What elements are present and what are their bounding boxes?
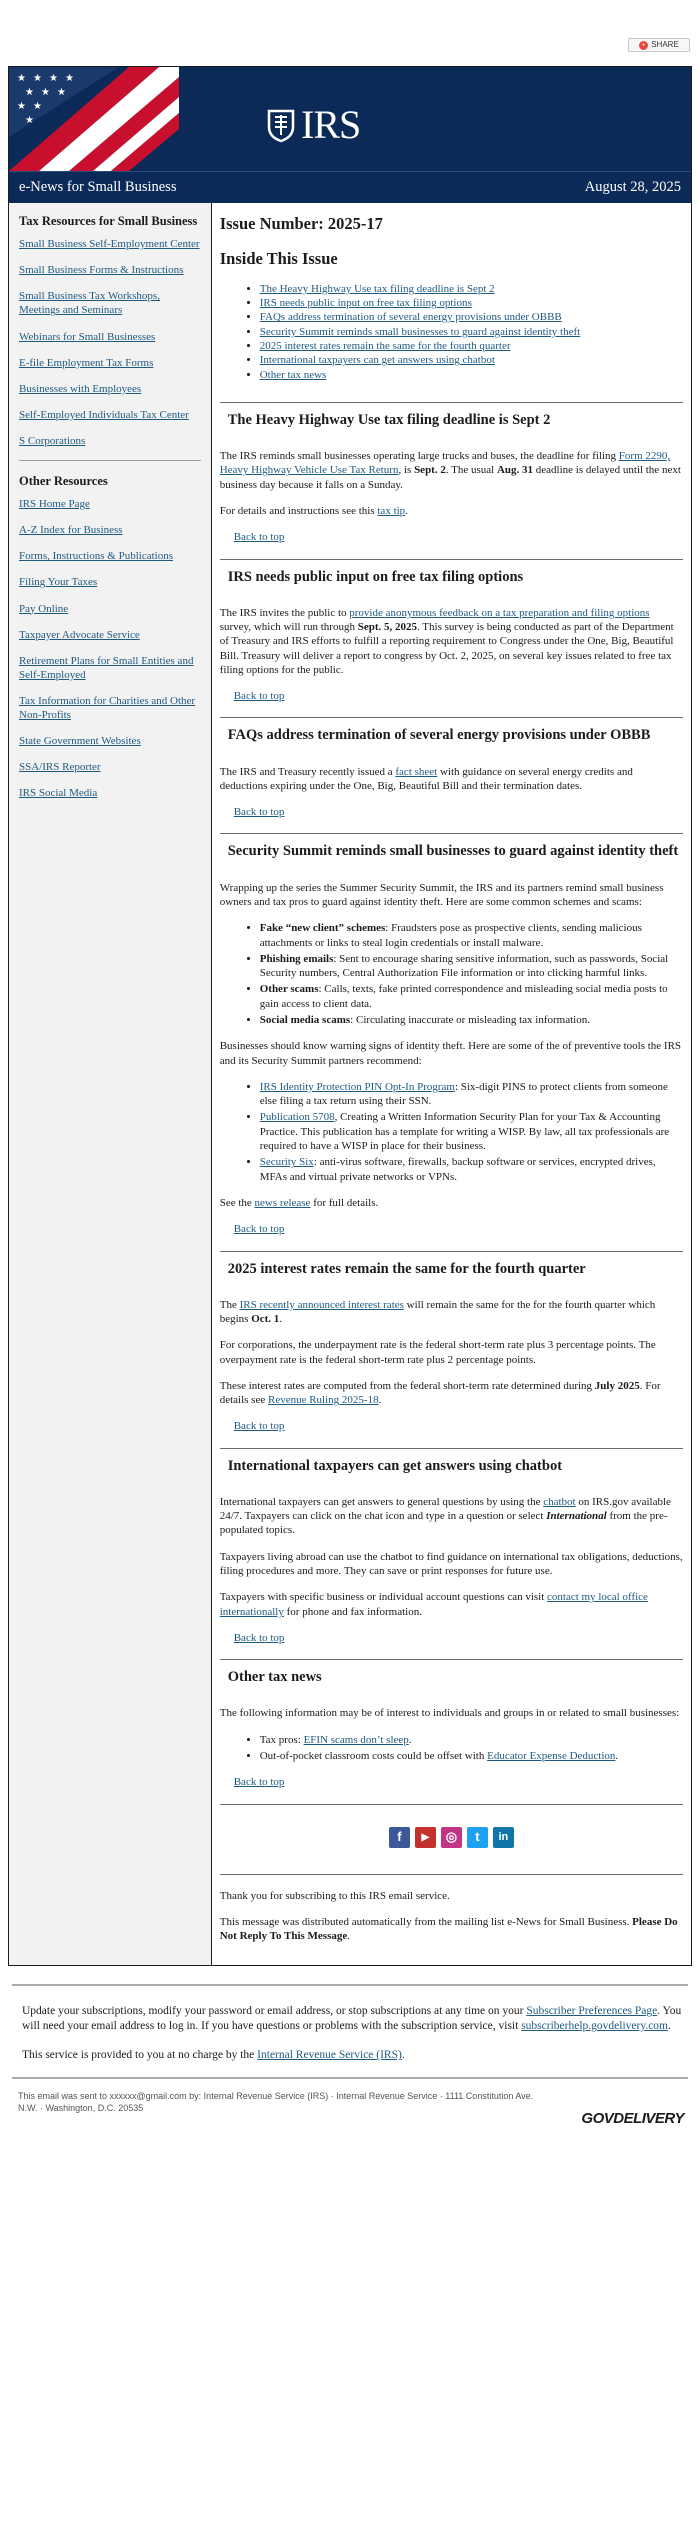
sidebar-link[interactable]: Self-Employed Individuals Tax Center <box>19 408 189 421</box>
irs-link[interactable]: Internal Revenue Service (IRS) <box>257 2049 402 2062</box>
chatbot-link[interactable]: chatbot <box>543 1495 576 1508</box>
text: . <box>279 1312 283 1325</box>
text: : Circulating inaccurate or misleading tax information. <box>350 1013 590 1026</box>
subscription-note <box>22 2004 688 2034</box>
text: The <box>219 1298 240 1311</box>
list-item <box>260 1733 683 1747</box>
sidebar-link[interactable]: Forms, Instructions & Publications <box>19 550 173 563</box>
educator-expense-link[interactable]: Educator Expense Deduction <box>487 1749 616 1762</box>
text: for phone and fax information. <box>283 1605 422 1618</box>
article-title: FAQs address termination of several energy provisions under OBBB <box>227 727 651 744</box>
bold-text: Oct. 1 <box>251 1312 280 1325</box>
text: survey, which will run through <box>219 620 358 633</box>
article-paragraph <box>220 1379 683 1408</box>
svg-text:★: ★ <box>25 87 34 98</box>
article-paragraph <box>220 449 683 492</box>
fact-sheet-link[interactable]: fact sheet <box>395 765 438 778</box>
bold-text: Sept. 2 <box>414 464 446 477</box>
news-list <box>220 1733 683 1764</box>
text: . <box>347 1930 351 1943</box>
article-heavy-highway <box>220 402 683 545</box>
bold-text: Social media scams <box>259 1013 351 1026</box>
local-office-link[interactable]: contact my local office internationally <box>219 1591 648 1618</box>
article-paragraph <box>220 1196 683 1210</box>
svg-text:★: ★ <box>25 115 34 126</box>
article-paragraph: For corporations, the underpayment rate is the federal short-term rate plus 3 percentage points. The overpayment rate is the federal short-term rate plus 2 percentage points. <box>219 1339 656 1366</box>
sidebar-link[interactable]: Filing Your Taxes <box>19 576 98 589</box>
svg-text:★: ★ <box>41 87 50 98</box>
twitter-icon[interactable]: t <box>467 1827 488 1848</box>
sidebar-link[interactable]: Small Business Self-Employment Center <box>19 238 200 251</box>
toc-link[interactable]: Other tax news <box>259 368 327 381</box>
sidebar-link[interactable]: Tax Information for Charities and Other Non-Profits <box>19 694 196 721</box>
newsletter-title: e-News for Small Business <box>19 179 177 196</box>
text: . <box>615 1749 619 1762</box>
bold-text: Other scams <box>259 983 319 996</box>
newsletter-date: August 28, 2025 <box>584 179 681 196</box>
flag-graphic <box>9 67 179 171</box>
sidebar-link[interactable]: E-file Employment Tax Forms <box>19 356 154 369</box>
title-bar <box>9 171 691 203</box>
back-to-top-link[interactable]: Back to top <box>233 1420 285 1433</box>
article-public-input <box>220 559 683 704</box>
text: International taxpayers can get answers to general questions by using the <box>219 1495 544 1508</box>
sidebar-link[interactable]: Taxpayer Advocate Service <box>19 628 140 641</box>
back-to-top-link[interactable]: Back to top <box>233 1631 285 1644</box>
text: . The usual <box>445 464 497 477</box>
svg-text:★: ★ <box>49 73 58 84</box>
list-item <box>260 1080 683 1109</box>
sent-to-note: This email was sent to xxxxxx@gmail.com by: Internal Revenue Service (IRS) · Internal Revenue Service · 1111 Constitution Ave. N.W. · Washington, D.C. 20535 <box>18 2091 534 2113</box>
closing-section <box>220 1874 683 1944</box>
svg-text:★: ★ <box>57 87 66 98</box>
article-paragraph <box>220 504 683 518</box>
article-title: 2025 interest rates remain the same for the fourth quarter <box>227 1260 586 1277</box>
text: Update your subscriptions, modify your password or email address, or stop subscriptions at any time on your <box>22 2005 527 2018</box>
sidebar-heading-resources: Tax Resources for Small Business <box>19 214 198 228</box>
sidebar-link[interactable]: Retirement Plans for Small Entities and Self-Employed <box>19 654 194 681</box>
article-title: The Heavy Highway Use tax filing deadline is Sept 2 <box>227 411 551 428</box>
bold-text: Please Do Not Reply To This Message <box>219 1915 678 1943</box>
article-security-summit <box>220 833 683 1236</box>
text: deadline is delayed until the next business day because it falls on a Sunday. <box>219 464 681 491</box>
news-release-link[interactable]: news release <box>254 1196 311 1209</box>
toc-item <box>260 339 683 353</box>
article-paragraph: The following information may be of interest to individuals and groups in or related to small businesses: <box>219 1707 680 1720</box>
tax-tip-link[interactable]: tax tip <box>377 504 406 517</box>
emphasis-text: International <box>546 1510 607 1523</box>
text: : anti-virus software, firewalls, backup software or services, encrypted drives, MFAs and virtual private networks or VPNs. <box>259 1156 656 1183</box>
text: See the <box>219 1196 255 1209</box>
article-paragraph <box>220 765 683 794</box>
article-paragraph <box>220 1590 683 1619</box>
toc-item <box>260 310 683 324</box>
subscriber-help-link[interactable]: subscriberhelp.govdelivery.com <box>521 2020 668 2033</box>
tools-list <box>220 1080 683 1184</box>
text: : Calls, texts, fake printed correspondence and misleading social media posts to gain access to client data. <box>259 983 668 1010</box>
sidebar-link[interactable]: SSA/IRS Reporter <box>19 761 101 774</box>
body-row <box>9 203 691 1965</box>
bold-text: Sept. 5, 2025 <box>357 620 417 633</box>
form-2290-link[interactable]: Form 2290, Heavy Highway Vehicle Use Tax Return <box>219 450 671 477</box>
footer <box>0 1966 700 2128</box>
main-content <box>212 203 691 1965</box>
text: The IRS reminds small businesses operating large trucks and buses, the deadline for filing <box>219 450 619 463</box>
toc-item <box>260 296 683 310</box>
distribution-note <box>220 1915 683 1944</box>
article-paragraph: Wrapping up the series the Summer Security Summit, the IRS and its partners remind small business owners and tax pros to guard against identity theft. Here are some common schemes and scams: <box>219 881 664 908</box>
list-item <box>260 1749 683 1763</box>
thanks-text: Thank you for subscribing to this IRS email service. <box>219 1889 450 1902</box>
publication-5708-link[interactable]: Publication 5708 <box>259 1111 335 1124</box>
inside-issue-title: Inside This Issue <box>219 249 338 269</box>
text: will remain the same for the for the fourth quarter which begins <box>219 1298 656 1325</box>
back-to-top-link[interactable]: Back to top <box>233 690 285 703</box>
bold-text: Fake “new client” schemes <box>259 922 386 935</box>
article-interest-rates <box>220 1251 683 1434</box>
text: : Sent to encourage sharing sensitive information, such as passwords, Social Security numbers, Central Authorization File information or into clicking harmful links. <box>259 952 669 980</box>
toc-item <box>260 353 683 367</box>
share-label: SHARE <box>651 39 679 49</box>
svg-text:★: ★ <box>17 101 26 112</box>
article-title: IRS needs public input on free tax filing options <box>227 568 524 585</box>
social-icons <box>220 1827 683 1848</box>
security-six-link[interactable]: Security Six <box>259 1156 314 1169</box>
text: : Fraudsters pose as prospective clients, sending malicious attachments or links to steal login credentials or install malware. <box>259 922 642 949</box>
sidebar-link[interactable]: IRS Social Media <box>19 787 98 800</box>
article-title: International taxpayers can get answers using chatbot <box>227 1457 563 1474</box>
article-other-news <box>220 1659 683 1789</box>
text: . <box>408 1733 412 1746</box>
share-bar <box>0 0 700 66</box>
eagle-icon <box>265 107 297 143</box>
footer-divider <box>12 1984 688 1986</box>
list-item <box>260 921 683 950</box>
back-to-top-link[interactable]: Back to top <box>233 531 285 544</box>
toc-item <box>260 325 683 339</box>
article-energy-provisions <box>220 717 683 819</box>
sidebar-link[interactable]: Small Business Tax Workshops, Meetings and Seminars <box>19 290 160 317</box>
text: : Six-digit PINS to protect clients from someone else filing a tax return using their SSN. <box>259 1080 668 1108</box>
toc-link[interactable]: International taxpayers can get answers using chatbot <box>259 354 495 367</box>
list-item <box>260 952 683 981</box>
subscriber-preferences-link[interactable]: Subscriber Preferences Page <box>526 2005 658 2018</box>
sidebar-link[interactable]: Pay Online <box>19 602 69 615</box>
article-title: Other tax news <box>227 1669 322 1686</box>
text: with guidance on several energy credits and deductions expiring under the One, Big, Beautiful Bill and their termination dates. <box>219 765 633 792</box>
text: This service is provided to you at no charge by the <box>22 2049 258 2062</box>
text: , Creating a Written Information Security Plan for your Tax & Accounting Practice. This publication has a template for writing a WISP. By law, all tax professionals are required to have a WISP in place for their business. <box>259 1111 670 1153</box>
facebook-icon[interactable]: f <box>389 1827 410 1848</box>
bold-text: July 2025 <box>594 1379 640 1392</box>
article-paragraph <box>220 1495 683 1538</box>
sidebar <box>9 203 212 1965</box>
header-banner <box>9 67 691 171</box>
efin-scams-link[interactable]: EFIN scams don’t sleep <box>303 1733 409 1746</box>
govdelivery-logo[interactable]: GOVDELIVERY <box>581 2110 684 2128</box>
irs-logo <box>265 99 360 151</box>
sidebar-link[interactable]: Webinars for Small Businesses <box>19 330 156 343</box>
toc-link[interactable]: 2025 interest rates remain the same for the fourth quarter <box>259 340 511 353</box>
text: . This survey is being conducted as part of the Department of Treasury and IRS efforts to fulfill a reporting requirement to Congress under the One, Big, Beautiful Bill. Treasury will deliver a report to congress by Oct. 2, 2025, on several key issues related to free tax filing options for the public. <box>219 620 674 676</box>
toc-link[interactable]: FAQs address termination of several energy provisions under OBBB <box>259 311 562 324</box>
newsletter-container <box>8 66 692 1966</box>
svg-text:★: ★ <box>33 101 42 112</box>
text: Out-of-pocket classroom costs could be offset with <box>259 1749 488 1762</box>
text: from the pre-populated topics. <box>219 1510 668 1537</box>
text: Taxpayers with specific business or individual account questions can visit <box>219 1591 548 1604</box>
youtube-icon[interactable]: ▶ <box>415 1827 436 1848</box>
list-item <box>260 982 683 1011</box>
text: Tax pros: <box>259 1733 304 1746</box>
sidebar-link[interactable]: Businesses with Employees <box>19 382 142 395</box>
issue-number: Issue Number: 2025-17 <box>219 214 383 233</box>
feedback-survey-link[interactable]: provide anonymous feedback on a tax preparation and filing options <box>349 606 650 619</box>
instagram-icon[interactable]: ◎ <box>441 1827 462 1848</box>
revenue-ruling-link[interactable]: Revenue Ruling 2025-18 <box>267 1394 379 1407</box>
bold-text: Phishing emails <box>259 952 334 965</box>
sidebar-link[interactable]: A-Z Index for Business <box>19 524 123 537</box>
text: These interest rates are computed from the federal short-term rate determined during <box>219 1379 595 1392</box>
share-button[interactable] <box>628 38 690 52</box>
text: for full details. <box>310 1196 379 1209</box>
article-title: Security Summit reminds small businesses to guard against identity theft <box>227 843 679 860</box>
scams-list <box>220 921 683 1027</box>
text: This message was distributed automatically from the mailing list e-News for Small Business. <box>219 1915 633 1928</box>
text: For details and instructions see this <box>219 504 378 517</box>
text: . <box>401 2049 405 2062</box>
sidebar-link[interactable]: S Corporations <box>19 434 86 447</box>
svg-text:★: ★ <box>65 73 74 84</box>
toc-item <box>260 368 683 382</box>
table-of-contents <box>220 282 683 382</box>
back-to-top-link[interactable]: Back to top <box>233 1223 285 1236</box>
toc-link[interactable]: Security Summit reminds small businesses to guard against identity theft <box>259 325 581 338</box>
social-section <box>220 1804 683 1848</box>
text: . For details see <box>219 1379 661 1407</box>
sidebar-heading-other: Other Resources <box>19 473 108 488</box>
toc-item <box>260 282 683 296</box>
article-paragraph <box>220 606 683 677</box>
irs-logo-text: IRS <box>301 102 361 147</box>
share-icon: + <box>639 41 648 50</box>
list-item <box>260 1110 683 1153</box>
bold-text: Aug. 31 <box>496 464 534 477</box>
text: , is <box>398 464 415 477</box>
toc-link[interactable]: IRS needs public input on free tax filing options <box>259 297 472 310</box>
sidebar-link[interactable]: IRS Home Page <box>19 498 90 511</box>
text: . <box>405 504 408 517</box>
text: . You will need your email address to log in. If you have questions or problems with the subscription service, visit <box>22 2005 682 2033</box>
interest-rates-link[interactable]: IRS recently announced interest rates <box>239 1298 404 1311</box>
article-paragraph <box>220 1298 683 1327</box>
list-item <box>260 1155 683 1184</box>
footer-bottom <box>12 2077 688 2128</box>
sidebar-link[interactable]: State Government Websites <box>19 734 141 747</box>
service-note <box>22 2048 688 2063</box>
linkedin-icon[interactable]: in <box>493 1827 514 1848</box>
text: on IRS.gov available 24/7. Taxpayers can click on the chat icon and type in a question or select <box>219 1495 671 1523</box>
article-chatbot <box>220 1448 683 1646</box>
text: The IRS invites the public to <box>219 606 350 619</box>
back-to-top-link[interactable]: Back to top <box>233 1776 285 1789</box>
svg-text:★: ★ <box>33 73 42 84</box>
sidebar-divider <box>19 460 201 461</box>
back-to-top-link[interactable]: Back to top <box>233 806 285 819</box>
svg-text:★: ★ <box>17 73 26 84</box>
list-item <box>260 1013 683 1027</box>
sidebar-link[interactable]: Small Business Forms & Instructions <box>19 264 184 277</box>
toc-link[interactable]: The Heavy Highway Use tax filing deadline is Sept 2 <box>259 282 495 295</box>
ip-pin-link[interactable]: IRS Identity Protection PIN Opt-In Program <box>259 1080 455 1093</box>
article-paragraph: Taxpayers living abroad can use the chatbot to find guidance on international tax obligations, deductions, filing procedures and more. They can save or print responses for future use. <box>219 1550 683 1578</box>
text: . <box>668 2020 671 2033</box>
text: The IRS and Treasury recently issued a <box>219 765 396 778</box>
article-paragraph: Businesses should know warning signs of identity theft. Here are some of the of preventive tools the IRS and its Security Summit partners recommend: <box>219 1040 682 1067</box>
text: . <box>378 1394 382 1407</box>
